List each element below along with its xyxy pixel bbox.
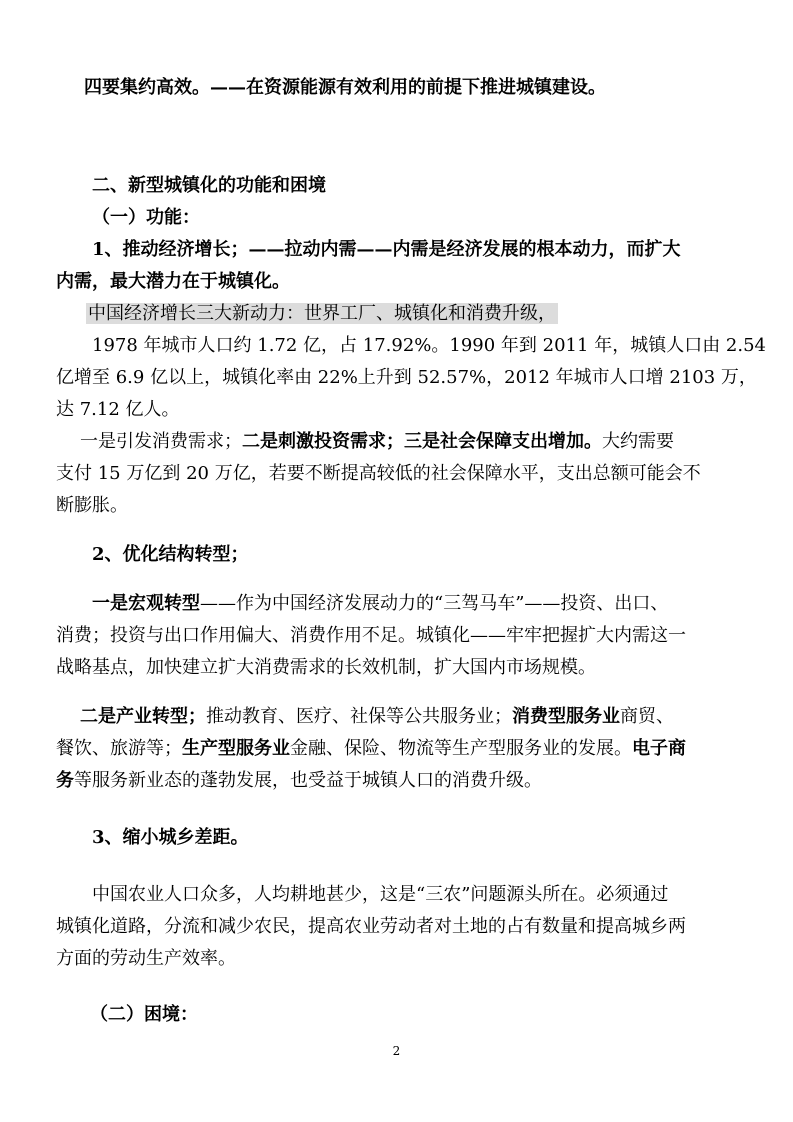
point-c: 三是社会保障支出增加。 [404,431,602,452]
item2-p2-mid2: 商贸、 [620,706,674,727]
item2-p2-line2-b: 金融、保险、物流等生产型服务业的发展。 [290,738,632,759]
section-heading: 二、新型城镇化的功能和困境 [92,175,326,196]
ecommerce-label-part2: 务 [56,770,74,791]
subsection-heading-difficulties: （二）困境： [90,1004,198,1025]
item3-line3: 方面的劳动生产效率。 [56,948,236,969]
item1-line2: 内需，最大潜力在于城镇化。 [56,271,290,292]
item2-p2-mid1: 推动教育、医疗、社保等公共服务业； [206,706,512,727]
item2-p2-line3 [56,769,542,793]
item2-p1-line3: 战略基点，加快建立扩大消费需求的长效机制，扩大国内市场规模。 [56,657,596,678]
subsection-heading-functions: （一）功能： [92,207,200,228]
item2-p1-rest: ——作为中国经济发展动力的“三驾马车”——投资、出口、 [200,593,669,614]
stats-line2: 亿增至 6.9 亿以上，城镇化率由 22%上升到 52.57%，2012 年城市人口增 2103 万， [56,367,757,388]
item1-line1: 1、推动经济增长；——拉动内需——内需是经济发展的根本动力，而扩大 [92,239,681,260]
macro-transform-label: 一是宏观转型 [92,593,200,614]
points-line1 [80,430,674,454]
item2-p1-line2: 消费；投资与出口作用偏大、消费作用不足。城镇化——牢牢把握扩大内需这一 [56,625,686,646]
points-line3: 断膨胀。 [56,495,128,516]
highlight-text: 中国经济增长三大新动力：世界工厂、城镇化和消费升级， [88,303,556,324]
item2-p2-line2-a: 餐饮、旅游等； [56,738,182,759]
industry-transform-label: 二是产业转型； [80,706,206,727]
intro-line: 四要集约高效。——在资源能源有效利用的前提下推进城镇建设。 [84,77,606,98]
highlighted-line [86,302,558,326]
point-b: 二是刺激投资需求； [242,431,404,452]
page-number: 2 [392,1044,401,1058]
points-line2: 支付 15 万亿到 20 万亿，若要不断提高较低的社会保障水平，支出总额可能会不 [56,463,701,484]
production-service-label: 生产型服务业 [182,738,290,759]
item2-title: 2、优化结构转型； [92,544,249,565]
ecommerce-label-part1: 电子商 [632,738,686,759]
consumer-service-label: 消费型服务业 [512,706,620,727]
item2-p2-line3-text: 等服务新业态的蓬勃发展，也受益于城镇人口的消费升级。 [74,770,542,791]
item2-p2-line1 [80,705,674,729]
item3-line2: 城镇化道路，分流和减少农民，提高农业劳动者对土地的占有数量和提高城乡两 [56,916,686,937]
item2-p2-line2 [56,737,686,761]
point-a: 一是引发消费需求； [80,431,242,452]
stats-line3: 达 7.12 亿人。 [56,399,180,420]
points-rest: 大约需要 [602,431,674,452]
stats-line1: 1978 年城市人口约 1.72 亿，占 17.92%。1990 年到 2011 年，城镇人口由 2.54 [92,335,766,356]
item3-title: 3、缩小城乡差距。 [92,827,249,848]
item3-line1: 中国农业人口众多，人均耕地甚少，这是“三农”问题源头所在。必须通过 [92,884,669,905]
item2-p1-line1 [92,592,668,616]
